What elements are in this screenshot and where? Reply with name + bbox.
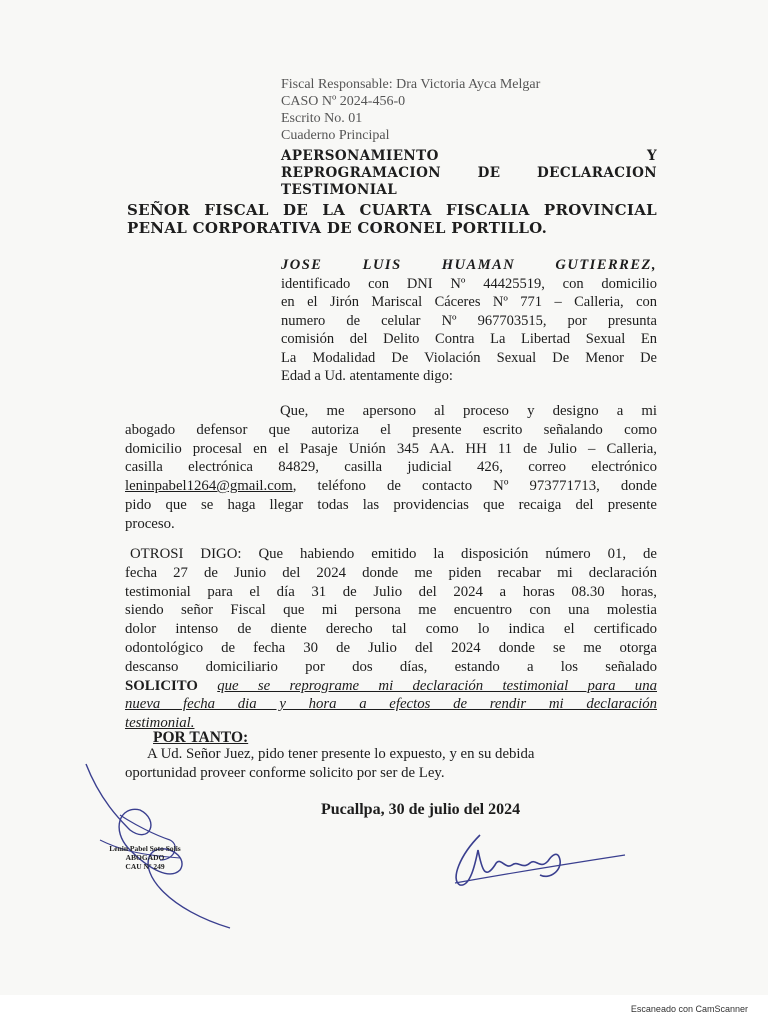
petitioner-block [281, 256, 657, 386]
subject-line-1: APERSONAMIENTO Y [281, 148, 657, 164]
petitioner-signature [440, 825, 630, 905]
place-and-date: Pucallpa, 30 de julio del 2024 [321, 801, 521, 818]
paragraph-line: proceso. [125, 515, 175, 532]
addressee [127, 201, 657, 237]
paragraph-line: testimonial para el día 31 de Julio del 2024 a horas 08.30 horas, [125, 583, 657, 600]
cuaderno: Cuaderno Principal [281, 128, 390, 143]
paragraph-line: casilla electrónica 84829, casilla judicial 426, correo electrónico [125, 459, 657, 476]
paragraph-line: descanso domiciliario por dos días, estando a los señalado [125, 658, 657, 675]
paragraph-line: odontológico de fecha 30 de Julio del 2024 donde se me otorga [125, 639, 657, 656]
case-number: CASO Nº 2024-456-0 [281, 94, 406, 109]
paragraph-line: OTROSI DIGO: Que habiendo emitido la disposición número 01, de [130, 546, 657, 562]
petitioner-line: comisión del Delito Contra La Libertad Sexual En [281, 331, 657, 347]
paragraph-line: dolor intenso de diente derecho tal como lo indica el certificado [125, 621, 657, 638]
lawyer-name: Lenin Pabel Soto Solis [109, 844, 181, 853]
closing-line: oportunidad proveer conforme solicito por ser de Ley. [125, 765, 445, 781]
paragraph-line: leninpabel1264@gmail.com, teléfono de contacto Nº 973771713, donde [125, 478, 657, 495]
solicito-line: nueva fecha dia y hora a efectos de rendir mi declaración [125, 696, 657, 713]
subject-line-3: TESTIMONIAL [281, 182, 398, 198]
paragraph-otrosi [125, 545, 657, 733]
lawyer-title: ABOGADO [125, 853, 165, 862]
petitioner-line: en el Jirón Mariscal Cáceres Nº 771 – Calleria, con [281, 294, 657, 310]
case-header [281, 76, 661, 144]
paragraph-line: siendo señor Fiscal que mi persona me encuentro con una molestia [125, 602, 657, 619]
por-tanto-heading: POR TANTO: [153, 729, 249, 746]
solicito-line: testimonial. [125, 715, 195, 732]
solicito-line: SOLICITO que se reprograme mi declaración testimonial para una [125, 677, 658, 694]
petitioner-name: JOSE LUIS HUAMAN GUTIERREZ, [281, 257, 657, 273]
petitioner-line: numero de celular Nº 967703515, por presunta [281, 312, 657, 329]
paragraph-apersonamiento [125, 402, 657, 534]
paragraph-line: fecha 27 de Junio del 2024 donde me piden recabar mi declaración [125, 564, 657, 581]
email-address: leninpabel1264@gmail.com [125, 478, 293, 495]
escrito-number: Escrito No. 01 [281, 111, 363, 126]
lawyer-stamp [105, 844, 185, 871]
petitioner-line: La Modalidad De Violación Sexual De Menor De [281, 349, 657, 366]
paragraph-line: abogado defensor que autoriza el presente escrito señalando como [125, 421, 657, 438]
petitioner-line: Edad a Ud. atentamente digo: [281, 368, 453, 384]
closing-line: A Ud. Señor Juez, pido tener presente lo expuesto, y en su debida [147, 746, 535, 762]
paragraph-line: Que, me apersono al proceso y designo a mi [280, 403, 657, 419]
subject-line-2: REPROGRAMACION DE DECLARACION [281, 165, 657, 181]
scan-credit: Escaneado con CamScanner [630, 1004, 748, 1014]
paragraph-line: pido que se haga llegar todas las providencias que recaiga del presente [125, 496, 657, 513]
lawyer-registration: CAU Nº 249 [125, 862, 165, 871]
petitioner-line: identificado con DNI Nº 44425519, con domicilio [281, 275, 657, 292]
solicito-label: SOLICITO [125, 677, 198, 694]
fiscal-responsable: Fiscal Responsable: Dra Victoria Ayca Melgar [281, 77, 541, 92]
paragraph-line: domicilio procesal en el Pasaje Unión 345 AA. HH 11 de Julio – Calleria, [125, 440, 657, 457]
document-subject [281, 148, 657, 199]
addressee-line-1: SEÑOR FISCAL DE LA CUARTA FISCALIA PROVINCIAL [127, 201, 657, 219]
addressee-line-2: PENAL CORPORATIVA DE CORONEL PORTILLO. [127, 219, 548, 237]
